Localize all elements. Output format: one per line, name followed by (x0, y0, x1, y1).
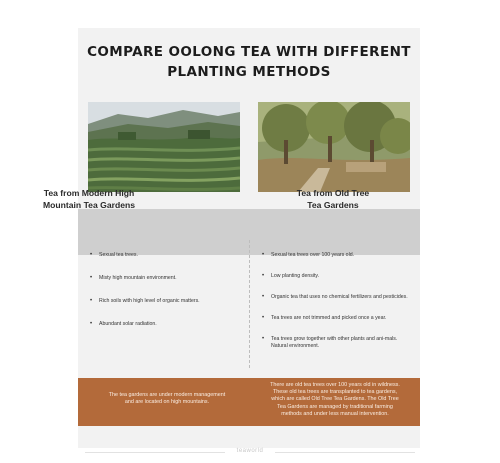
old-tree-summary-line: Tea Gardens are managed by traditional farming (277, 403, 393, 410)
old-tree-garden-heading-line-1: Tea from Old Tree (296, 188, 370, 198)
modern-garden-summary-line-1: The tea gardens are under modern management (108, 392, 226, 398)
brand-rule-right (275, 452, 415, 453)
old-tree-summary-line: There are old tea trees over 100 years old in wildness. (270, 382, 400, 388)
title-line-2: PLANTING METHODS (167, 64, 331, 80)
old-tree-garden-summary (256, 382, 414, 418)
modern-garden-heading-line-2: Mountain Tea Gardens (43, 200, 135, 210)
old-tree-summary-line: methods and under less manual intervention. (281, 410, 389, 417)
list-item: • Organic tea that uses no chemical fertilizers and pesticides. (262, 294, 412, 301)
list-item: • Misty high mountain environment. (90, 275, 240, 282)
modern-garden-summary (92, 392, 242, 406)
old-tree-garden-heading (258, 187, 408, 211)
column-divider (249, 240, 250, 368)
old-tree-summary-line: which are called Old Tree Tea Gardens. The Old Tree (271, 396, 399, 403)
list-item: • Low planting density. (262, 273, 412, 280)
list-item: • Sexual tea trees. (90, 252, 240, 259)
modern-garden-features (90, 252, 240, 344)
old-tree-garden-heading-line-2: Tea Gardens (307, 200, 359, 210)
page-title (78, 42, 420, 82)
modern-garden-heading-line-1: Tea from Modern High (43, 188, 135, 198)
list-item: • Tea trees grow together with other plants and ani-mals. Natural environment. (262, 336, 412, 350)
old-tree-summary-line: These old tea trees are transplanted to tea gardens, (272, 389, 398, 396)
modern-tea-garden-photo (88, 102, 240, 192)
modern-garden-summary-line-2: and are located on high mountains. (124, 399, 210, 406)
list-item: • Rich soils with high level of organic matters. (90, 298, 240, 305)
modern-garden-heading (14, 187, 164, 211)
list-item: • Tea trees are not trimmed and picked once a year. (262, 315, 412, 322)
old-tree-tea-garden-photo (258, 102, 410, 192)
list-item: • Sexual tea trees over 100 years old. (262, 252, 412, 259)
brand-watermark: teaworld (236, 448, 264, 454)
title-line-1: COMPARE OOLONG TEA WITH DIFFERENT (87, 44, 411, 60)
old-tree-garden-features (262, 252, 412, 364)
list-item: • Abundant solar radiation. (90, 321, 240, 328)
